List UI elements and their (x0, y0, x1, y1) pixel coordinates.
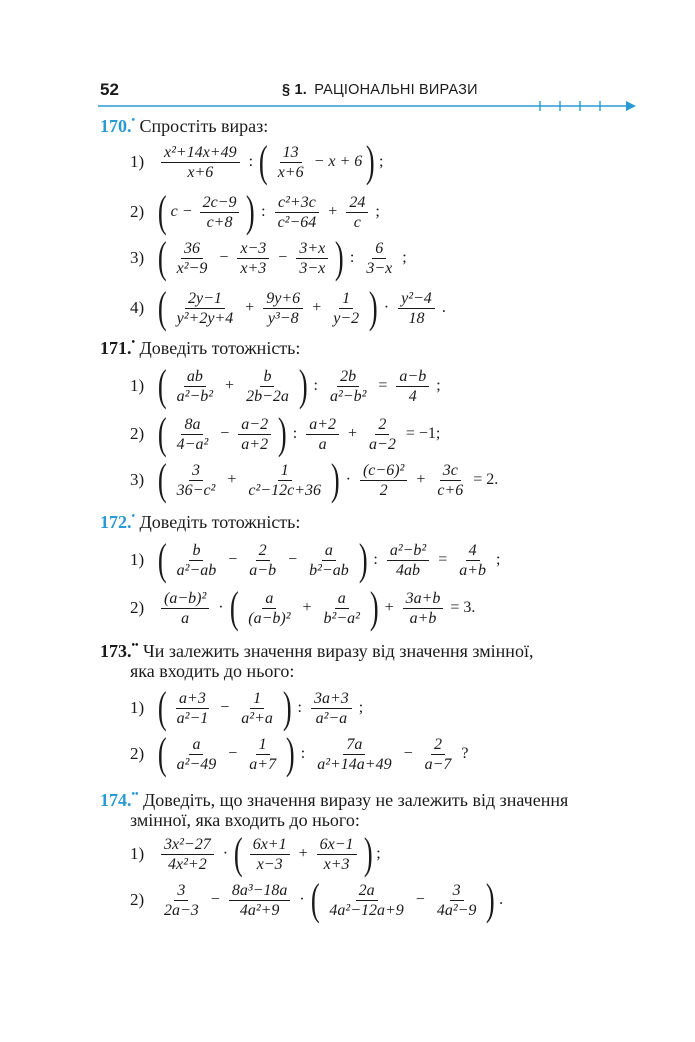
fraction: 8a 4−a² (176, 415, 209, 453)
fraction: $\frac{2}{a-7}$ (424, 735, 452, 773)
problem-title: Доведіть тотожність: (139, 512, 301, 532)
problem-172-item-1: 1) ( b a²−ab − $\frac{2}{a-b}$ − $\frac{a}{\text{b²−ab}}$ ) : $\frac{\text{a²−b²}}{4ab}$ = $\frac{4}{a+b}$ ; (130, 535, 501, 584)
problem-171-heading (100, 338, 300, 359)
problem-170-item-4: 4) ( 2y−1 y²+2y+4 + $\frac{9y+6}{\text{y³−8}}$ + $\frac{1}{y-2}$ ) · y²−4 18 . (130, 283, 446, 332)
fraction: 3 2a−3 (164, 881, 199, 919)
item-label: 2) (130, 598, 145, 617)
item-label: 4) (130, 298, 145, 317)
fraction: $\frac{b}{2b-2a}$ (246, 367, 289, 405)
section-mark: § 1. (282, 82, 307, 98)
fraction: $\frac{9y+6}{\text{y³−8}}$ (263, 289, 303, 328)
problem-171-item-3: 3) ( 3 36−c² + $\frac{1}{\text{c²−12c+36}}$ ) · (c−6)² 2 + $\frac{3c}{c+6}$ = 2. (130, 455, 499, 504)
fraction: $\frac{1}{\text{c²−12c+36}}$ (248, 461, 321, 499)
item-label: 1) (130, 152, 145, 171)
page-number: 52 (100, 80, 119, 99)
fraction: 13 x+6 (277, 143, 304, 181)
fraction: $\frac{\text{a²−b²}}{4ab}$ (387, 541, 429, 580)
fraction: $\frac{4}{a+b}$ (459, 541, 487, 579)
fraction: y²−4 18 (398, 289, 435, 328)
fraction: 6 3−x (366, 239, 393, 277)
fraction: (a−b)² a (161, 589, 209, 628)
problem-173-item-2: 2) ( a a²−49 − $\frac{1}{a+7}$ ) : 7a a²+14a+49 − $\frac{2}{a-7}$ ? (130, 729, 469, 778)
fraction: $\frac{24}{c}$ (346, 193, 368, 232)
section-title-text: РАЦІОНАЛЬНІ ВИРАЗИ (314, 82, 478, 98)
fraction: $\frac{1}{y-2}$ (333, 289, 360, 327)
fraction: $\frac{2b}{\text{a²−b²}}$ (329, 367, 367, 405)
fraction: 7a a²+14a+49 (317, 735, 392, 773)
fraction: $\frac{x-3}{x+3}$ (237, 239, 269, 278)
problem-number: 174.•• (100, 789, 139, 810)
problem-number: 170.• (100, 115, 136, 136)
problem-number: 171.• (100, 337, 136, 358)
fraction: $\frac{1}{\text{a²+a}}$ (241, 689, 273, 727)
fraction: ab a²−b² (176, 367, 214, 405)
item-label: 2) (130, 424, 145, 443)
fraction: 3x²−27 4x²+2 (161, 835, 214, 874)
problem-172-item-2: 2) (a−b)² a · ( a (a−b)² + $\frac{a}{\text{b²−a²}}$ ) + $\frac{3a+b}{a+b}$ = 3. (130, 583, 476, 632)
problem-170-item-2: 2) ( c − $\frac{2c-9}{c+8}$ ) : c²+3c c²−64 + $\frac{24}{c}$ ; (130, 187, 380, 236)
problem-171-item-1: 1) ( ab a²−b² + $\frac{b}{2b-2a}$ ) : $\frac{2b}{\text{a²−b²}}$ = $\frac{a-b}{4}$ ; (130, 361, 441, 410)
item-label: 3) (130, 248, 145, 267)
fraction: $\frac{a-2}{a+2}$ (238, 415, 271, 454)
problem-170-item-1: 1) x²+14x+49 x+6 : ( 13 x+6 − x + 6 ) ; (130, 137, 384, 186)
problem-title: Доведіть, що значення виразу не залежить від значення (143, 790, 569, 810)
fraction: $\frac{3a+b}{a+b}$ (403, 589, 444, 628)
problem-173-heading (100, 641, 533, 662)
problem-number: 172.• (100, 511, 136, 532)
fraction: 2y−1 y²+2y+4 (176, 289, 234, 327)
fraction: $\frac{2}{a-b}$ (249, 541, 277, 579)
problem-173-title-cont: яка входить до нього: (130, 661, 295, 681)
item-label: 1) (130, 376, 145, 395)
fraction: $\frac{3}{\text{4a²−9}}$ (436, 881, 477, 919)
fraction: a a²−49 (176, 735, 217, 773)
item-label: 1) (130, 550, 145, 569)
fraction: 3a+3 a²−a (311, 689, 352, 728)
fraction: a (a−b)² (248, 589, 291, 627)
fraction: $\frac{2c-9}{c+8}$ (200, 193, 240, 232)
item-label: 2) (130, 744, 145, 763)
item-label: 1) (130, 844, 145, 863)
item-label: 2) (130, 890, 145, 909)
fraction: $\frac{3+x}{3-x}$ (296, 239, 328, 278)
problem-173-item-1: 1) ( a+3 a²−1 − $\frac{1}{\text{a²+a}}$ ) : 3a+3 a²−a ; (130, 683, 364, 732)
fraction: 2a 4a²−12a+9 (329, 881, 404, 919)
fraction: a+3 a²−1 (176, 689, 209, 727)
fraction: $\frac{2}{a-2}$ (369, 415, 396, 453)
section-title (282, 82, 478, 98)
fraction: $\frac{a}{\text{b²−ab}}$ (309, 541, 349, 579)
fraction: b a²−ab (176, 541, 217, 579)
fraction: $\frac{3c}{c+6}$ (437, 461, 464, 499)
problem-174-heading (100, 790, 568, 811)
problem-title: Чи залежить значення виразу від значення змінної, (143, 641, 534, 661)
item-label: 1) (130, 698, 145, 717)
problem-171-item-2: 2) ( 8a 4−a² − $\frac{a-2}{a+2}$ ) : a+2 a + $\frac{2}{a-2}$ = −1; (130, 409, 441, 458)
problem-174-item-1: 1) 3x²−27 4x²+2 · ( 6x+1 x−3 + $\frac{6x-1}{x+3}$ ) ; (130, 829, 381, 878)
problem-title: Доведіть тотожність: (139, 338, 301, 358)
item-label: 2) (130, 202, 145, 221)
fraction: 36 x²−9 (176, 239, 208, 277)
problem-172-heading (100, 512, 300, 533)
fraction: $\frac{6x-1}{x+3}$ (317, 835, 357, 874)
fraction: $\frac{1}{a+7}$ (249, 735, 277, 773)
item-label: 3) (130, 470, 145, 489)
problem-174-title-cont: змінної, яка входить до нього: (130, 810, 360, 830)
fraction: 6x+1 x−3 (250, 835, 290, 874)
fraction: x²+14x+49 x+6 (161, 143, 240, 182)
header-arrow-rule (98, 99, 638, 113)
fraction: a+2 a (306, 415, 339, 454)
problem-174-item-2: 2) 3 2a−3 − $\frac{\text{8a³−18a}}{\text{4a²+9}}$ · ( 2a 4a²−12a+9 − $\frac{3}{\text{4a²−9}}$ ) . (130, 875, 504, 924)
problem-170-item-3: 3) ( 36 x²−9 − $\frac{x-3}{x+3}$ − $\frac{3+x}{3-x}$ ) : 6 3−x ; (130, 233, 407, 282)
fraction: $\frac{a-b}{4}$ (396, 367, 429, 406)
fraction: 3 36−c² (176, 461, 216, 499)
fraction: $\frac{a}{\text{b²−a²}}$ (323, 589, 360, 627)
fraction: c²+3c c²−64 (275, 193, 320, 232)
problem-title: Спростіть вираз: (139, 116, 269, 136)
fraction: (c−6)² 2 (360, 461, 407, 500)
fraction: $\frac{\text{8a³−18a}}{\text{4a²+9}}$ (229, 881, 291, 920)
problem-number: 173.•• (100, 640, 139, 661)
